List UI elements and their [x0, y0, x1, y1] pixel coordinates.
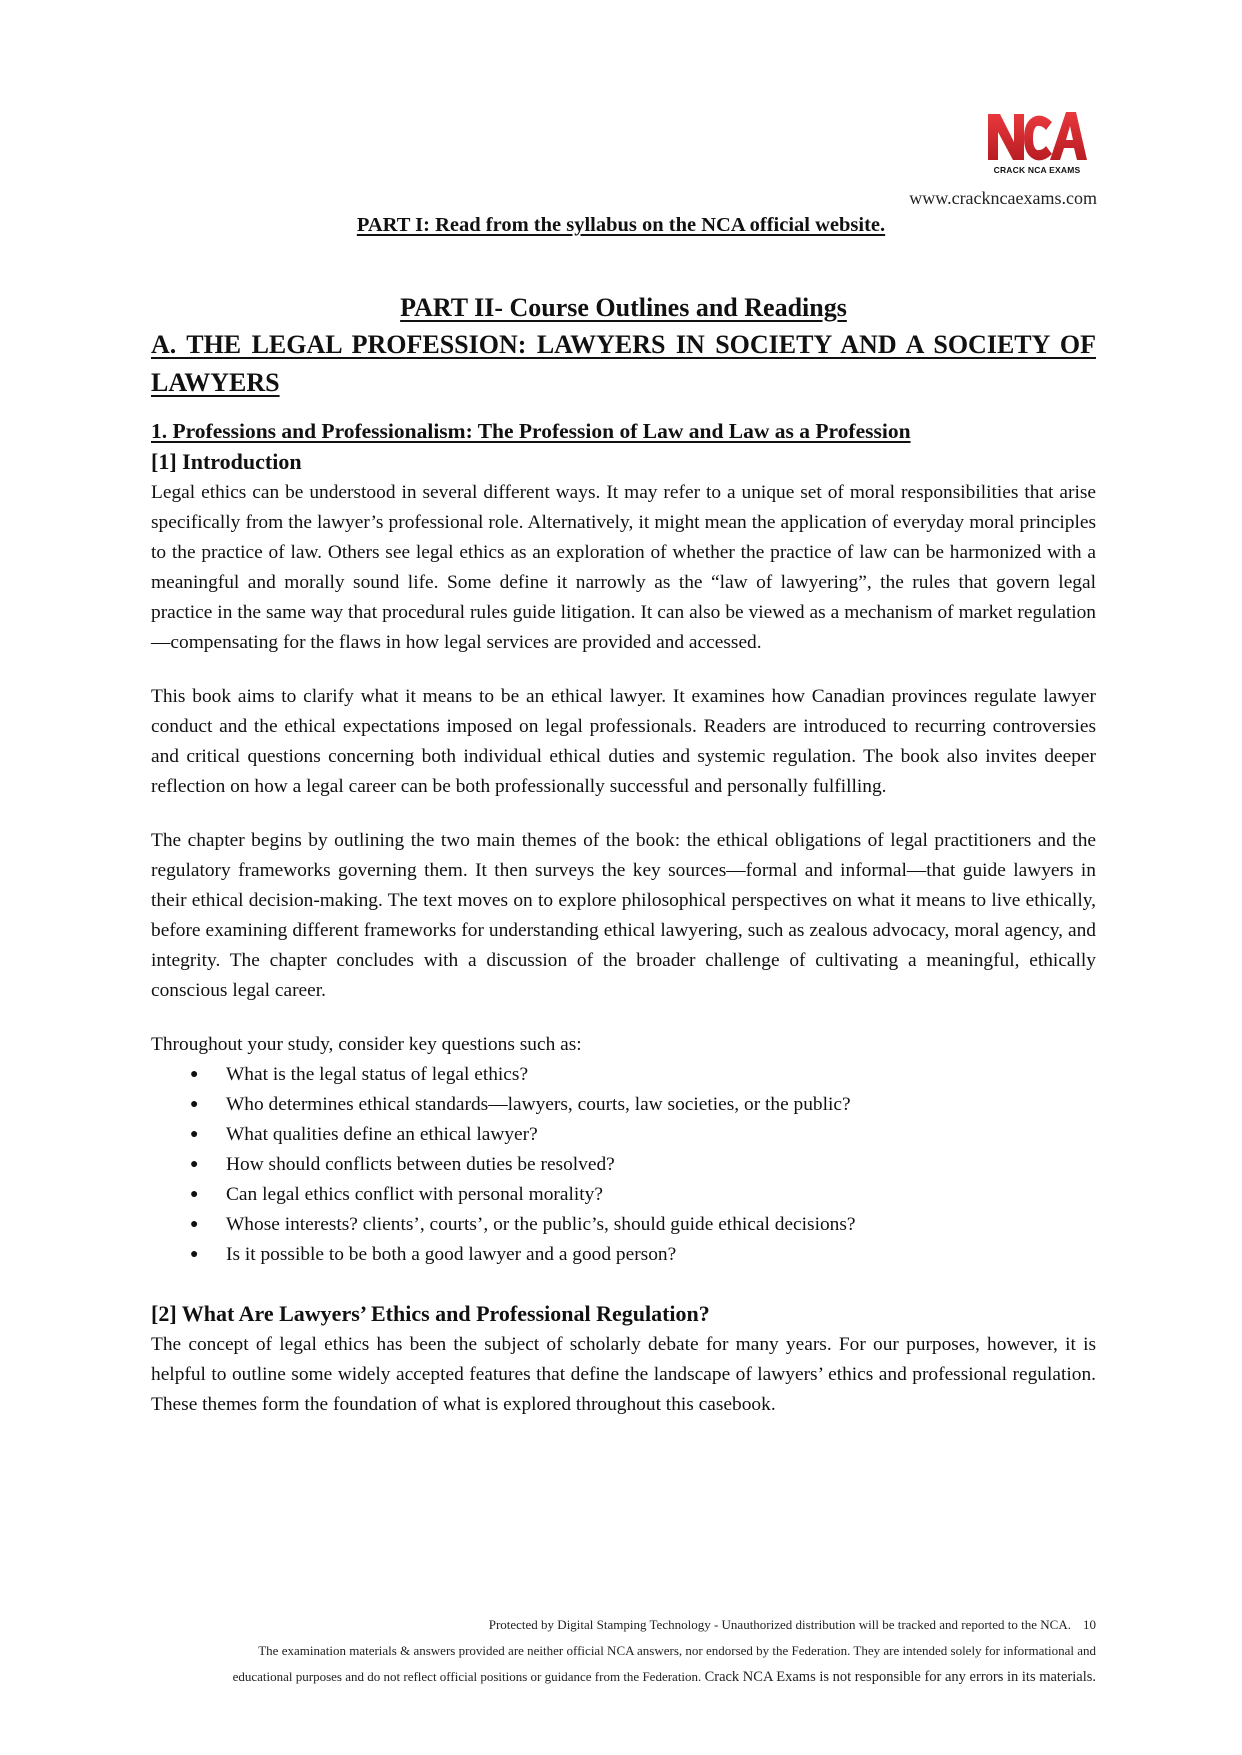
- introduction-heading: [1] Introduction: [151, 449, 302, 474]
- intro-paragraph-2: This book aims to clarify what it means to be an ethical lawyer. It examines how Canadian provinces regulate lawyer conduct and the ethical expectations imposed on legal professionals. Readers are introduced to recurring controversies and critical questions concerning both individual ethical duties and systemic regulation. The book also invites deeper reflection on how a legal career can be both professionally successful and personally fulfilling.: [151, 686, 1096, 797]
- footer-line-3: [136, 1664, 1096, 1690]
- main-content: [151, 290, 1096, 1420]
- bullet-icon: ●: [190, 1247, 199, 1262]
- section-2-heading: [2] What Are Lawyers’ Ethics and Professional Regulation?: [151, 1301, 710, 1326]
- list-item-text: What is the legal status of legal ethics?: [226, 1064, 529, 1085]
- footer-protection-notice: Protected by Digital Stamping Technology - Unauthorized distribution will be tracked and reported to the NCA.: [488, 1617, 1071, 1632]
- list-item-text: Is it possible to be both a good lawyer and a good person?: [226, 1244, 677, 1265]
- page-number: 10: [1083, 1617, 1096, 1632]
- section-1-heading: 1. Professions and Professionalism: The Profession of Law and Law as a Profession: [151, 419, 911, 443]
- list-item-text: How should conflicts between duties be resolved?: [226, 1154, 615, 1175]
- website-url: www.crackncaexams.com: [909, 188, 1097, 208]
- list-item: [190, 1120, 1096, 1150]
- bullet-icon: ●: [190, 1157, 199, 1172]
- bullet-icon: ●: [190, 1217, 199, 1232]
- list-item: [190, 1060, 1096, 1090]
- bullet-icon: ●: [190, 1127, 199, 1142]
- list-item: [190, 1240, 1096, 1270]
- list-item-text: Who determines ethical standards—lawyers, courts, law societies, or the public?: [226, 1094, 851, 1115]
- footer-line-2: The examination materials & answers provided are neither official NCA answers, nor endorsed by the Federation. They are intended solely for informational and: [258, 1643, 1096, 1658]
- page-footer: [136, 1612, 1096, 1690]
- key-questions-list: [151, 1060, 1096, 1270]
- list-item-text: Whose interests? clients’, courts’, or the public’s, should guide ethical decisions?: [226, 1214, 856, 1235]
- section-2-paragraph: The concept of legal ethics has been the subject of scholarly debate for many years. For our purposes, however, it is helpful to outline some widely accepted features that define the landscape of lawyers’ ethics and professional regulation. These themes form the foundation of what is explored throughout this casebook.: [151, 1334, 1096, 1415]
- footer-line-1: [136, 1612, 1096, 1638]
- questions-intro: Throughout your study, consider key questions such as:: [151, 1034, 582, 1055]
- bullet-icon: ●: [190, 1097, 199, 1112]
- logo-tagline: CRACK NCA EXAMS: [993, 165, 1081, 175]
- intro-paragraph-1: Legal ethics can be understood in several different ways. It may refer to a unique set of moral responsibilities that arise specifically from the lawyer’s professional role. Alternatively, it might mean the application of everyday moral principles to the practice of law. Others see legal ethics as an exploration of whether the practice of law can be harmonized with a meaningful and morally sound life. Some define it narrowly as the “law of lawyering”, the rules that govern legal practice in the same way that procedural rules guide litigation. It can also be viewed as a mechanism of market regulation—compensating for the flaws in how legal services are provided and accessed.: [151, 482, 1096, 653]
- intro-paragraph-3: The chapter begins by outlining the two main themes of the book: the ethical obligations of legal practitioners and the regulatory frameworks governing them. It then surveys the key sources—formal and informal—that guide lawyers in their ethical decision-making. The text moves on to explore philosophical perspectives on what it means to live ethically, before examining different frameworks for understanding ethical lawyering, such as zealous advocacy, moral agency, and integrity. The chapter concludes with a discussion of the broader challenge of cultivating a meaningful, ethically conscious legal career.: [151, 830, 1096, 1001]
- list-item: [190, 1180, 1096, 1210]
- footer-disclaimer: educational purposes and do not reflect official positions or guidance from the Federation.: [232, 1669, 702, 1684]
- part-two-heading: PART II- Course Outlines and Readings: [400, 293, 847, 322]
- bullet-icon: ●: [190, 1067, 199, 1082]
- nca-logo-mark: [986, 108, 1088, 164]
- list-item-text: What qualities define an ethical lawyer?: [226, 1124, 538, 1145]
- list-item: [190, 1210, 1096, 1240]
- section-a-heading: A. THE LEGAL PROFESSION: LAWYERS IN SOCIETY AND A SOCIETY OF LAWYERS: [151, 330, 1096, 397]
- list-item: [190, 1150, 1096, 1180]
- list-item: [190, 1090, 1096, 1120]
- footer-errors-notice: Crack NCA Exams is not responsible for any errors in its materials.: [704, 1669, 1096, 1685]
- part-one-heading: PART I: Read from the syllabus on the NCA official website.: [356, 214, 886, 236]
- nca-logo: [986, 108, 1088, 180]
- list-item-text: Can legal ethics conflict with personal morality?: [226, 1184, 603, 1205]
- bullet-icon: ●: [190, 1187, 199, 1202]
